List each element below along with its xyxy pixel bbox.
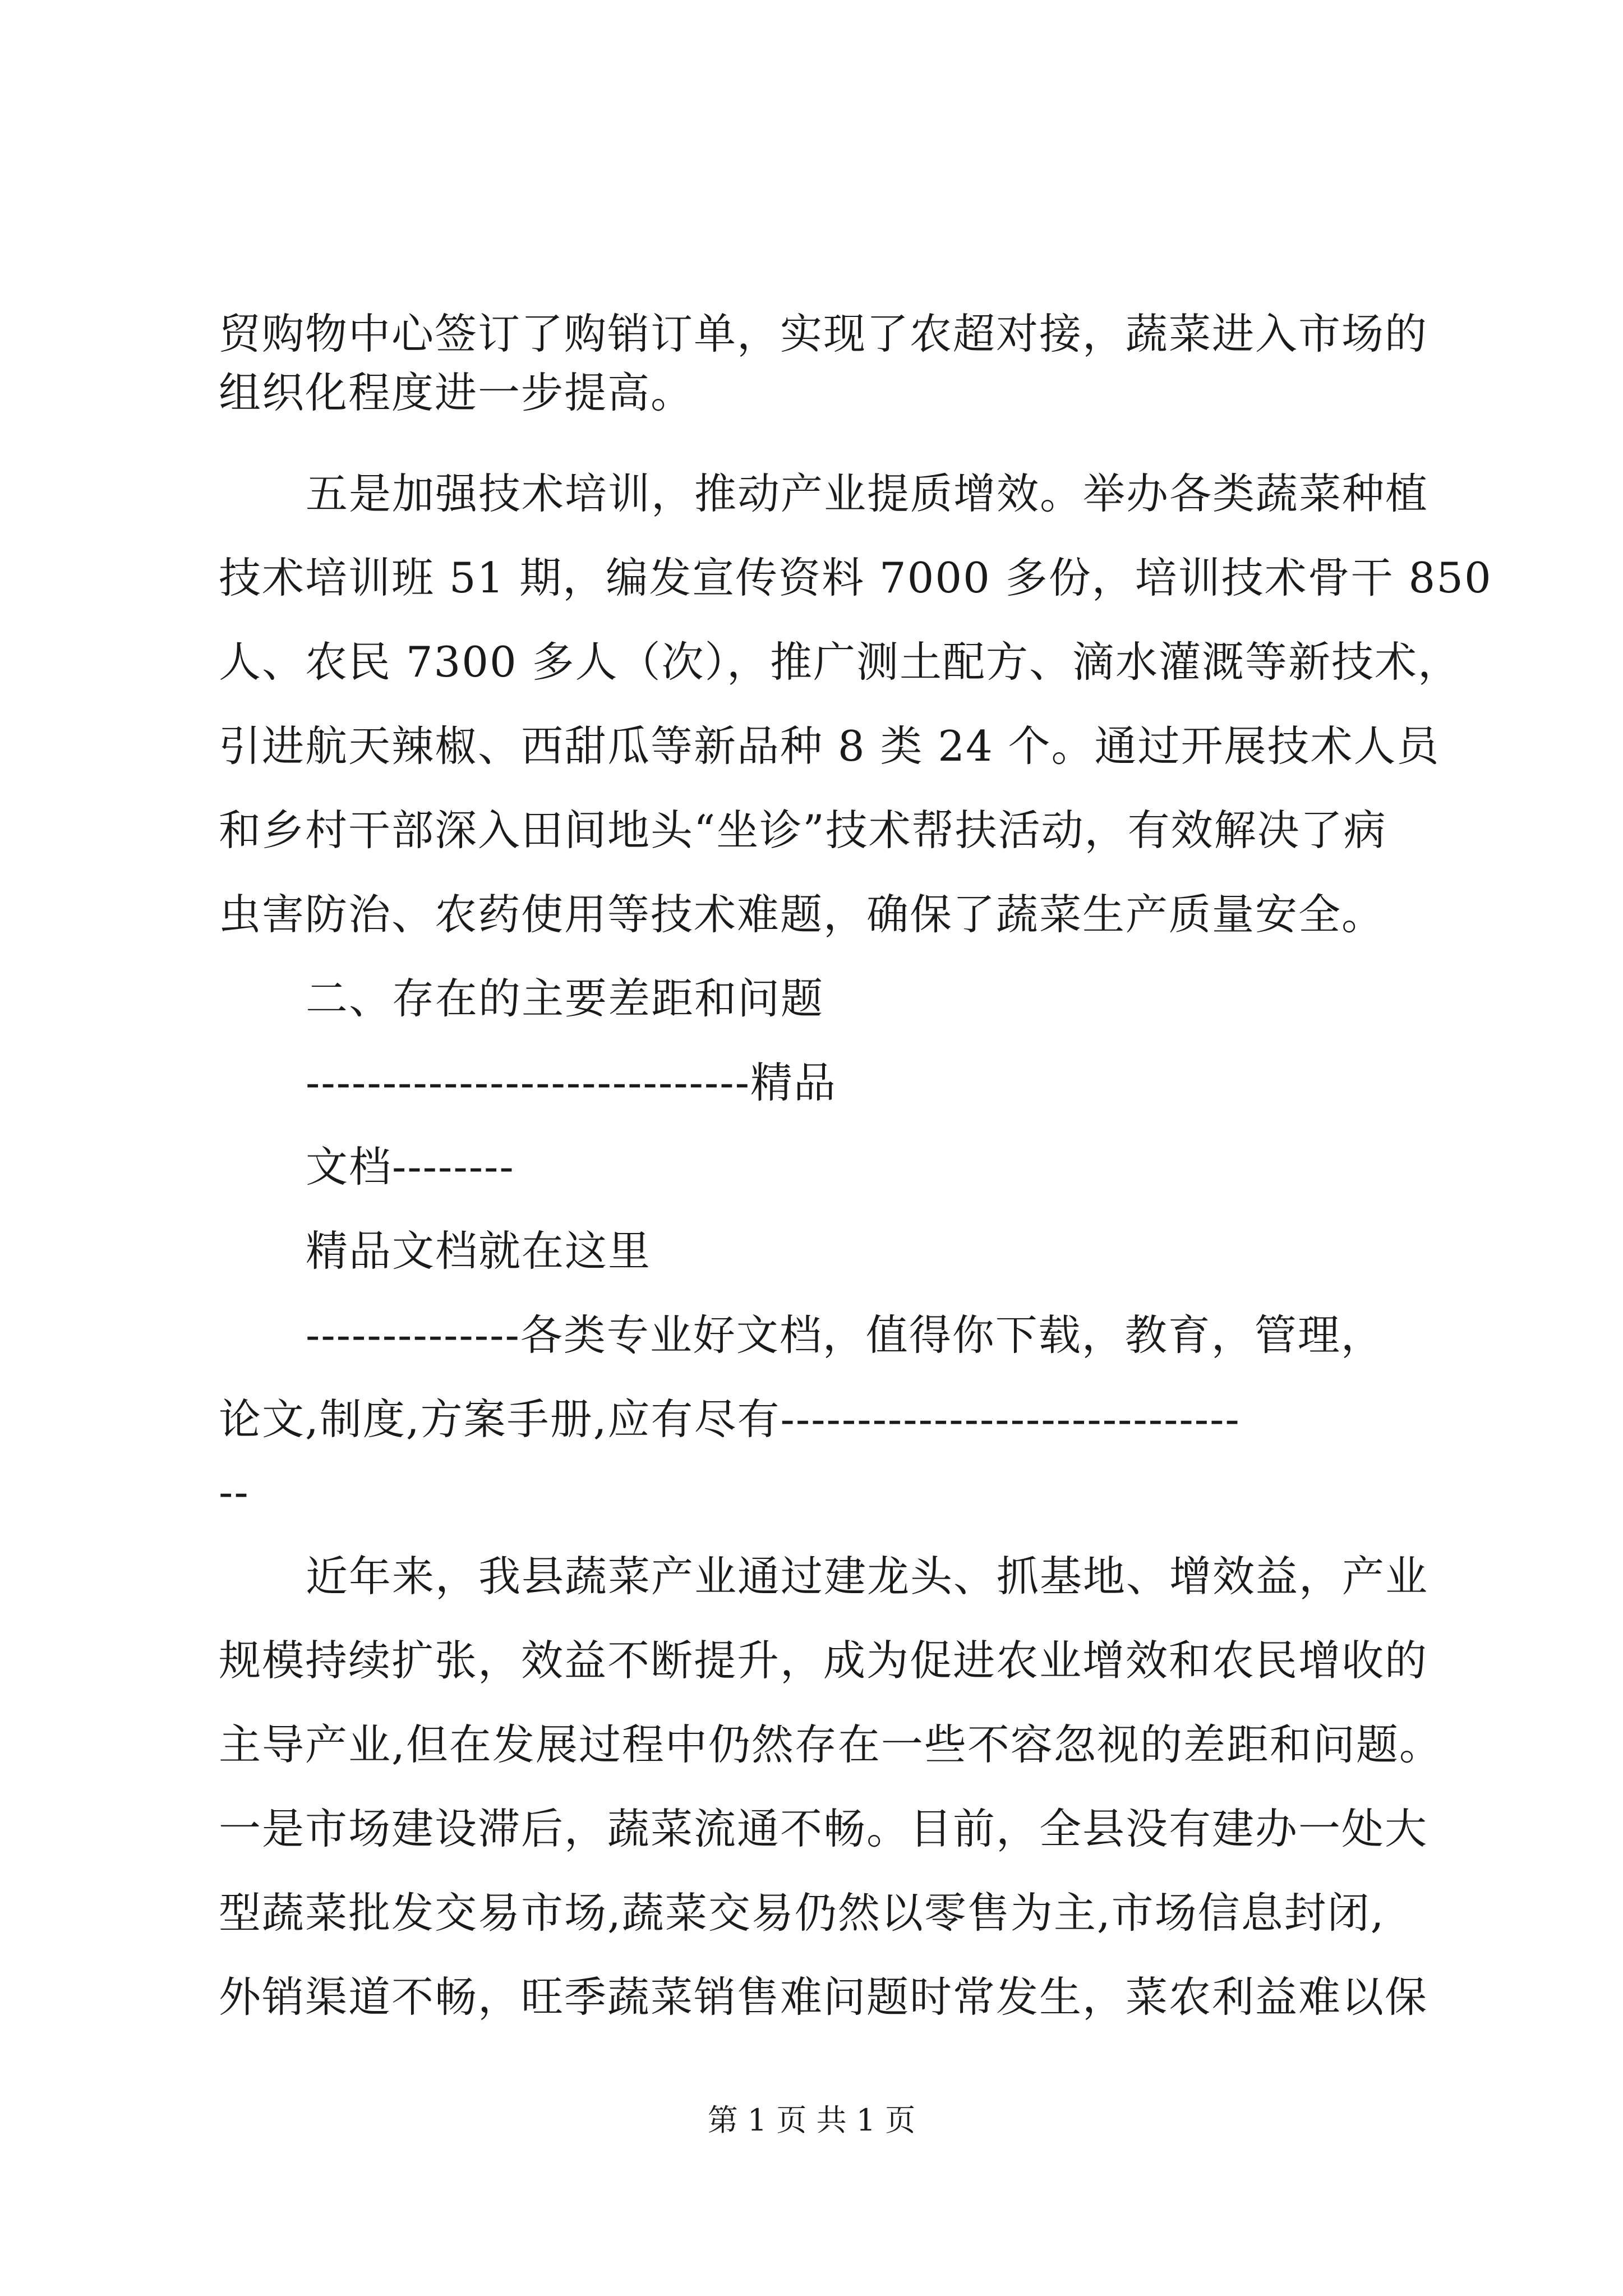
paragraph-line: 规模持续扩张，效益不断提升，成为促进农业增效和农民增收的	[219, 1636, 1428, 1685]
paragraph-line: 贸购物中心签订了购销订单，实现了农超对接，蔬菜进入市场的	[219, 309, 1428, 358]
paragraph-line: 虫害防治、农药使用等技术难题，确保了蔬菜生产质量安全。	[219, 890, 1385, 939]
paragraph-line: 人、农民 7300 多人（次），推广测土配方、滴水灌溉等新技术，	[219, 637, 1461, 687]
paragraph-line: 型蔬菜批发交易市场,蔬菜交易仍然以零售为主,市场信息封闭,	[219, 1888, 1385, 1938]
paragraph-line: 一是市场建设滞后，蔬菜流通不畅。目前，全县没有建办一处大	[219, 1804, 1428, 1853]
section-heading: 二、存在的主要差距和问题	[306, 974, 824, 1023]
paragraph-line: 五是加强技术培训，推动产业提质增效。举办各类蔬菜种植	[306, 469, 1429, 518]
watermark-line: 精品文档就在这里	[306, 1226, 652, 1276]
watermark-line: -----------------------------精品	[306, 1058, 837, 1107]
paragraph-line: 技术培训班 51 期，编发宣传资料 7000 多份，培训技术骨干 850	[219, 553, 1492, 602]
watermark-line: 论文,制度,方案手册,应有尽有------------------------------	[219, 1395, 1241, 1444]
paragraph-line: 和乡村干部深入田间地头“坐诊”技术帮扶活动，有效解决了病	[219, 806, 1387, 855]
paragraph-line: 近年来，我县蔬菜产业通过建龙头、抓基地、增效益，产业	[306, 1552, 1429, 1601]
watermark-line: --------------各类专业好文档，值得你下载，教育，管理，	[306, 1310, 1384, 1360]
paragraph-line: 外销渠道不畅，旺季蔬菜销售难问题时常发生，菜农利益难以保	[219, 1972, 1428, 2022]
watermark-line: 文档--------	[306, 1142, 515, 1191]
watermark-line: --	[219, 1467, 250, 1517]
page-footer: 第 1 页 共 1 页	[707, 2102, 916, 2138]
paragraph-line: 引进航天辣椒、西甜瓜等新品种 8 类 24 个。通过开展技术人员	[219, 721, 1440, 771]
paragraph-line: 组织化程度进一步提高。	[219, 368, 694, 417]
paragraph-line: 主导产业,但在发展过程中仍然存在一些不容忽视的差距和问题。	[219, 1720, 1442, 1769]
